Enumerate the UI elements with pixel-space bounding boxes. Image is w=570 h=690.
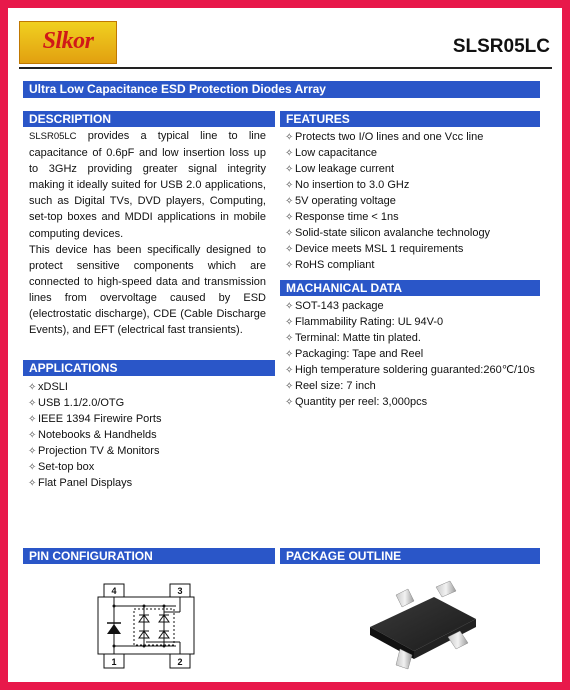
tvs-diode-icon xyxy=(107,623,121,634)
list-item: ✧ Protects two I/O lines and one Vcc line xyxy=(285,129,490,145)
list-item: ✧ Notebooks & Handhelds xyxy=(28,427,162,443)
diamond-star-bullet-icon: ✧ xyxy=(28,398,37,409)
diamond-star-bullet-icon: ✧ xyxy=(285,333,294,344)
list-item: ✧ No insertion to 3.0 GHz xyxy=(285,177,490,193)
description-paragraph-1-body: provides a typical line to line capacitance of 0.6pF and low insertion loss up to 3GHz providing greater signal integrity making it ideally suited for USB 2.0 applications, such as Digital TVs, DVD players, Computing, set-top boxes and MDDI applications in mobile computing devices. xyxy=(29,130,266,240)
pin-label-4: 4 xyxy=(111,586,117,596)
diamond-star-bullet-icon: ✧ xyxy=(285,260,294,271)
list-item: ✧ Projection TV & Monitors xyxy=(28,443,162,459)
diamond-star-bullet-icon: ✧ xyxy=(285,132,294,143)
package-outline-heading: PACKAGE OUTLINE xyxy=(280,548,540,564)
list-item: ✧ Low capacitance xyxy=(285,145,490,161)
description-heading: DESCRIPTION xyxy=(23,111,275,127)
list-item: ✧ USB 1.1/2.0/OTG xyxy=(28,395,162,411)
applications-list xyxy=(28,379,162,491)
pin-label-1: 1 xyxy=(111,657,117,667)
list-item: ✧ SOT-143 package xyxy=(285,298,535,314)
list-item: ✧ Low leakage current xyxy=(285,161,490,177)
list-item: ✧ High temperature soldering guaranted:260℃/10s xyxy=(285,362,535,378)
diamond-star-bullet-icon: ✧ xyxy=(28,382,37,393)
datasheet-page xyxy=(8,8,562,682)
diamond-star-bullet-icon: ✧ xyxy=(285,164,294,175)
list-item: ✧ Device meets MSL 1 requirements xyxy=(285,241,490,257)
applications-heading: APPLICATIONS xyxy=(23,360,275,376)
diamond-star-bullet-icon: ✧ xyxy=(28,430,37,441)
sot143-package-image xyxy=(358,579,488,671)
diamond-star-bullet-icon: ✧ xyxy=(285,244,294,255)
diamond-star-bullet-icon: ✧ xyxy=(285,228,294,239)
steering-diode-box xyxy=(134,609,174,645)
diamond-star-bullet-icon: ✧ xyxy=(28,414,37,425)
list-item: ✧ Flammability Rating: UL 94V-0 xyxy=(285,314,535,330)
features-list xyxy=(285,129,490,273)
slkor-logo xyxy=(19,21,117,64)
diamond-star-bullet-icon: ✧ xyxy=(28,446,37,457)
mechanical-data-list xyxy=(285,298,535,410)
diamond-star-bullet-icon: ✧ xyxy=(285,365,294,376)
diamond-star-bullet-icon: ✧ xyxy=(28,478,37,489)
document-title: Ultra Low Capacitance ESD Protection Diodes Array xyxy=(23,81,540,98)
part-number: SLSR05LC xyxy=(452,36,550,57)
diamond-star-bullet-icon: ✧ xyxy=(285,349,294,360)
diamond-star-bullet-icon: ✧ xyxy=(28,462,37,473)
description-paragraph-1 xyxy=(29,128,266,242)
diamond-star-bullet-icon: ✧ xyxy=(285,317,294,328)
pin-label-2: 2 xyxy=(177,657,183,667)
list-item: ✧ 5V operating voltage xyxy=(285,193,490,209)
pin-configuration-heading: PIN CONFIGURATION xyxy=(23,548,275,564)
features-heading: FEATURES xyxy=(280,111,540,127)
list-item: ✧ Quantity per reel: 3,000pcs xyxy=(285,394,535,410)
diamond-star-bullet-icon: ✧ xyxy=(285,148,294,159)
mechanical-data-heading: MACHANICAL DATA xyxy=(280,280,540,296)
list-item: ✧ Reel size: 7 inch xyxy=(285,378,535,394)
part-reference: SLSR05LC xyxy=(29,131,77,142)
header-divider xyxy=(19,67,552,69)
diamond-star-bullet-icon: ✧ xyxy=(285,180,294,191)
pin-label-3: 3 xyxy=(177,586,183,596)
description-text xyxy=(29,128,266,338)
list-item: ✧ Set-top box xyxy=(28,459,162,475)
list-item: ✧ RoHS compliant xyxy=(285,257,490,273)
diamond-star-bullet-icon: ✧ xyxy=(285,196,294,207)
list-item: ✧ IEEE 1394 Firewire Ports xyxy=(28,411,162,427)
description-paragraph-2: This device has been specifically designed to protect sensitive components which are connected to high-speed data and transmission lines from overvoltage caused by ESD (electrostatic discharge), CDE (Cable Discharge Events), and EFT (electrical fast transients). xyxy=(29,243,266,337)
list-item: ✧ Solid-state silicon avalanche technology xyxy=(285,225,490,241)
diamond-star-bullet-icon: ✧ xyxy=(285,301,294,312)
list-item: ✧ Terminal: Matte tin plated. xyxy=(285,330,535,346)
list-item: ✧ Packaging: Tape and Reel xyxy=(285,346,535,362)
diamond-star-bullet-icon: ✧ xyxy=(285,212,294,223)
pin-configuration-diagram xyxy=(92,582,202,672)
diamond-star-bullet-icon: ✧ xyxy=(285,381,294,392)
list-item: ✧ xDSLI xyxy=(28,379,162,395)
logo-text: Slkor xyxy=(42,28,94,54)
list-item: ✧ Flat Panel Displays xyxy=(28,475,162,491)
diamond-star-bullet-icon: ✧ xyxy=(285,397,294,408)
list-item: ✧ Response time < 1ns xyxy=(285,209,490,225)
